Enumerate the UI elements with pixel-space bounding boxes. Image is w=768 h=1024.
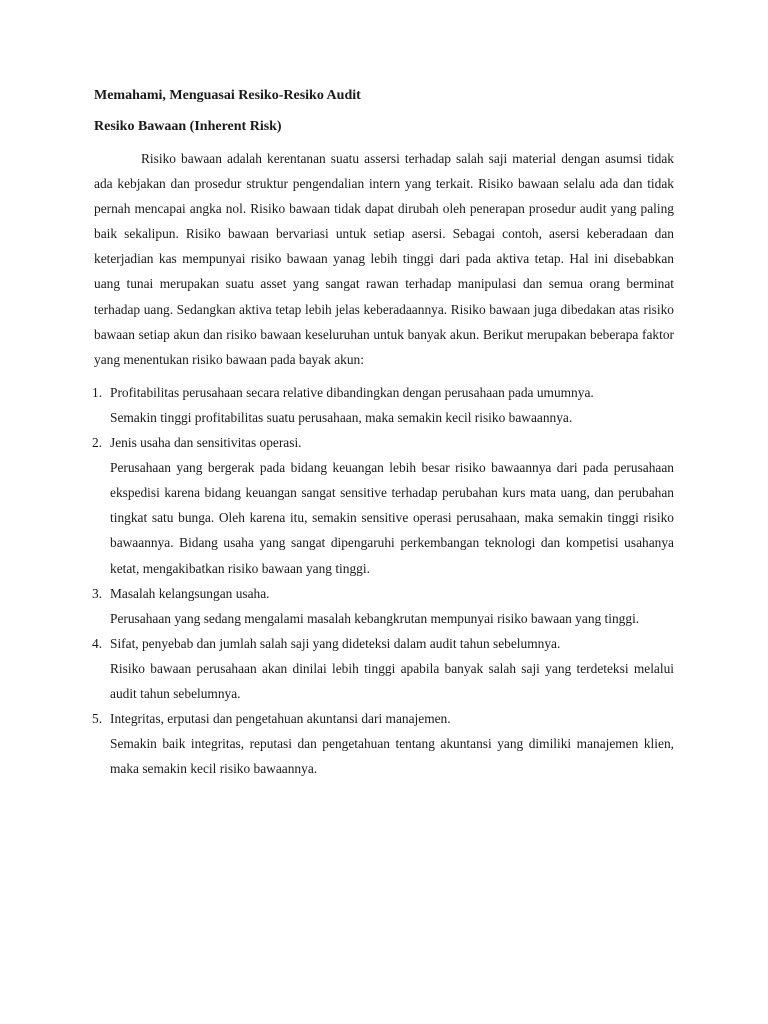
list-item-description: Semakin tinggi profitabilitas suatu perusahaan, maka semakin kecil risiko bawaannya. [110,409,573,425]
list-item-heading: Masalah kelangsungan usaha. [110,585,270,601]
list-item-heading: Jenis usaha dan sensitivitas operasi. [110,435,302,451]
intro-paragraph: Risiko bawaan adalah kerentanan suatu assersi terhadap salah saji material dengan asumsi tidak ada kebjakan dan prosedur struktur pengendalian intern yang terkait. Risiko bawaan selalu ada dan tidak pernah mencapai angka nol. Risiko bawaan tidak dapat dirubah oleh penerapan prosedur audit yang paling baik sekalipun. Risiko bawaan bervariasi untuk setiap asersi. Sebagai contoh, asersi keberadaan dan keterjadian kas mempunyai risiko bawaan yanag lebih tinggi dari pada aktiva tetap. Hal ini disebabkan uang tunai merupakan suatu asset yang sangat rawan terhadap manipulasi dan semua orang berminat terhadap uang. Sedangkan aktiva tetap lebih jelas keberadaannya. Risiko bawaan juga dibedakan atas risiko bawaan setiap akun dan risiko bawaan keseluruhan untuk banyak akun. Berikut merupakan beberapa faktor yang menentukan risiko bawaan pada bayak akun: [94,151,674,367]
document-page [94,86,674,781]
list-item [92,581,674,631]
list-item-number: 4. [92,635,103,651]
list-item [92,430,674,581]
list-item [92,380,674,430]
list-item [92,706,674,781]
list-item-number: 1. [92,384,103,400]
list-item-heading: Sifat, penyebab dan jumlah salah saji yang dideteksi dalam audit tahun sebelumnya. [110,635,561,651]
list-item-heading: Profitabilitas perusahaan secara relative dibandingkan dengan perusahaan pada umumnya. [110,384,594,400]
list-item-description: Semakin baik integritas, reputasi dan pengetahuan tentang akuntansi yang dimiliki manajemen klien, maka semakin kecil risiko bawaannya. [110,736,674,777]
list-item-heading: Integritas, erputasi dan pengetahuan akuntansi dari manajemen. [110,711,451,727]
list-item-description: Perusahaan yang sedang mengalami masalah kebangkrutan mempunyai risiko bawaan yang tinggi. [110,610,640,626]
list-item-description: Risiko bawaan perusahaan akan dinilai lebih tinggi apabila banyak salah saji yang terdeteksi melalui audit tahun sebelumnya. [110,660,674,701]
list-item-number: 3. [92,585,103,601]
list-item-number: 5. [92,711,103,727]
document-title: Memahami, Menguasai Resiko-Resiko Audit [94,88,361,103]
factor-list [92,380,674,782]
list-item [92,631,674,706]
list-item-number: 2. [92,435,103,451]
section-title: Resiko Bawaan (Inherent Risk) [94,119,282,134]
list-item-description: Perusahaan yang bergerak pada bidang keuangan lebih besar risiko bawaannya dari pada perusahaan ekspedisi karena bidang keuangan sangat sensitive terhadap perubahan kurs mata uang, dan perubahan tingkat satu bunga. Oleh karena itu, semakin sensitive operasi perusahaan, maka semakin tinggi risiko bawaannya. Bidang usaha yang sangat dipengaruhi perkembangan teknologi dan kompetisi usahanya ketat, mengakibatkan risiko bawaan yang tinggi. [110,460,674,576]
